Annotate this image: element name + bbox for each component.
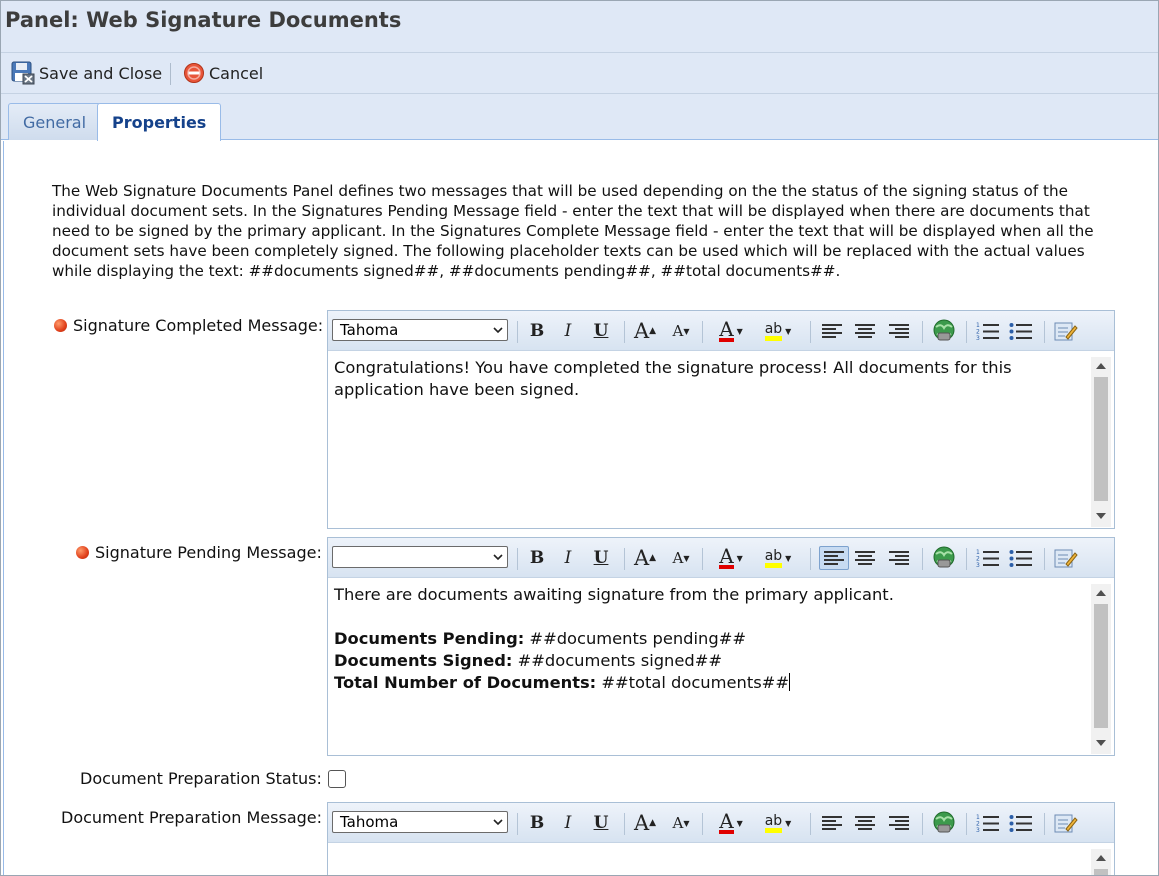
signature-completed-editor[interactable] xyxy=(327,310,1115,529)
signed-row-value: ##documents signed## xyxy=(512,651,723,670)
font-color-icon: A xyxy=(719,544,734,568)
pending-row-label: Documents Pending: xyxy=(334,629,525,648)
bulleted-list-button[interactable] xyxy=(1008,811,1034,835)
total-row-value: ##total documents## xyxy=(596,673,789,692)
save-and-close-label: Save and Close xyxy=(39,63,163,83)
signature-pending-label: Signature Pending Message: xyxy=(95,543,322,562)
svg-text:2: 2 xyxy=(976,555,980,563)
underline-button[interactable]: U xyxy=(593,813,609,833)
document-preparation-message-editor[interactable] xyxy=(327,802,1115,876)
highlight-icon: ab xyxy=(765,322,782,341)
document-preparation-status-checkbox[interactable] xyxy=(328,770,346,788)
align-right-button[interactable] xyxy=(886,546,912,570)
tab-properties[interactable]: Properties xyxy=(97,103,221,141)
align-right-icon xyxy=(888,323,910,339)
text-cursor xyxy=(789,673,790,691)
editor-separator xyxy=(966,321,967,343)
shrink-font-button[interactable]: A ▼ xyxy=(672,814,690,832)
font-color-button[interactable]: A ▼ xyxy=(719,544,743,568)
cancel-icon xyxy=(183,62,205,84)
pending-intro-line: There are documents awaiting signature from the primary applicant. xyxy=(334,585,894,604)
font-color-icon: A xyxy=(719,317,734,341)
save-and-close-button[interactable] xyxy=(11,61,162,85)
editor-separator xyxy=(702,321,703,343)
editor-scrollbar[interactable] xyxy=(1091,584,1111,754)
editor-separator xyxy=(702,548,703,570)
align-left-icon xyxy=(823,550,845,566)
document-preparation-message-content[interactable] xyxy=(328,843,1114,849)
font-family-value: Tahoma xyxy=(340,321,399,339)
signature-pending-label-row xyxy=(76,543,322,562)
pending-row-value: ##documents pending## xyxy=(524,629,746,648)
editor-separator xyxy=(517,548,518,570)
font-color-button[interactable]: A ▼ xyxy=(719,317,743,341)
editor-separator xyxy=(966,548,967,570)
svg-text:2: 2 xyxy=(976,328,980,336)
font-family-select[interactable] xyxy=(332,319,508,341)
italic-button[interactable]: I xyxy=(564,548,572,568)
panel-description: The Web Signature Documents Panel defines two messages that will be used depending on the the status of the signing status of the individual document sets. In the Signatures Pending Message field - enter the text that will be displayed when there are documents that need to be signed by the primary applicant. In the Signatures Complete Message field - enter the text that will be displayed when all the document sets have been completely signed. The following placeholder texts can be used which will be replaced with the actual values while displaying the text: ##documents signed##, ##documents pending##, ##total documents##. xyxy=(52,182,1094,280)
globe-link-icon xyxy=(932,319,956,343)
bulleted-list-icon xyxy=(1009,813,1033,833)
grow-font-icon: A xyxy=(633,811,650,835)
main-toolbar xyxy=(1,53,1158,94)
editor-separator xyxy=(1044,813,1045,835)
font-color-button[interactable]: A ▼ xyxy=(719,809,743,833)
signature-pending-editor[interactable] xyxy=(327,537,1115,756)
italic-button[interactable]: I xyxy=(564,321,572,341)
svg-text:1: 1 xyxy=(976,814,980,821)
numbered-list-button[interactable] xyxy=(975,546,1001,570)
toolbar-separator xyxy=(170,63,171,85)
font-family-select[interactable] xyxy=(332,811,508,833)
grow-font-button[interactable]: A ▲ xyxy=(633,811,657,835)
editor-separator xyxy=(922,813,923,835)
align-right-button[interactable] xyxy=(886,811,912,835)
editor-separator xyxy=(1044,321,1045,343)
numbered-list-icon xyxy=(976,813,1000,833)
bulleted-list-icon xyxy=(1009,548,1033,568)
align-left-icon xyxy=(821,323,843,339)
scroll-thumb[interactable] xyxy=(1094,377,1108,501)
bold-button[interactable]: B xyxy=(529,548,545,568)
align-left-icon xyxy=(821,815,843,831)
font-color-icon: A xyxy=(719,809,734,833)
highlight-icon: ab xyxy=(765,814,782,833)
align-center-button[interactable] xyxy=(852,811,878,835)
editor-separator xyxy=(702,813,703,835)
font-family-select[interactable] xyxy=(332,546,508,568)
editor-scrollbar[interactable] xyxy=(1091,357,1111,527)
scroll-up-icon[interactable] xyxy=(1096,590,1106,596)
signed-row xyxy=(334,650,1088,672)
highlight-icon: ab xyxy=(765,549,782,568)
total-row xyxy=(334,672,1088,694)
bulleted-list-button[interactable] xyxy=(1008,546,1034,570)
numbered-list-icon xyxy=(976,321,1000,341)
align-left-button[interactable] xyxy=(819,811,845,835)
scroll-down-icon[interactable] xyxy=(1096,513,1106,519)
pending-row xyxy=(334,628,1088,650)
grow-font-button[interactable]: A ▲ xyxy=(633,319,657,343)
signed-row-label: Documents Signed: xyxy=(334,651,513,670)
svg-text:2: 2 xyxy=(976,820,980,828)
signature-completed-content[interactable] xyxy=(328,351,1114,401)
grow-font-button[interactable]: A ▲ xyxy=(633,546,657,570)
bulleted-list-button[interactable] xyxy=(1008,319,1034,343)
underline-button[interactable]: U xyxy=(593,321,609,341)
total-row-label: Total Number of Documents: xyxy=(334,673,597,692)
editor-toolbar xyxy=(328,311,1114,351)
editor-separator xyxy=(966,813,967,835)
editor-separator xyxy=(517,321,518,343)
editor-toolbar xyxy=(328,538,1114,578)
editor-separator xyxy=(810,321,811,343)
chevron-down-icon xyxy=(493,552,503,562)
properties-content xyxy=(3,141,1156,876)
highlight-color-button[interactable]: ab ▼ xyxy=(758,546,798,570)
svg-text:1: 1 xyxy=(976,549,980,556)
align-right-icon xyxy=(888,550,910,566)
document-preparation-message-label: Document Preparation Message: xyxy=(61,808,323,827)
align-center-icon xyxy=(854,550,876,566)
shrink-font-button[interactable]: A ▼ xyxy=(672,549,690,567)
svg-text:1: 1 xyxy=(976,322,980,329)
editor-separator xyxy=(922,321,923,343)
font-family-value: Tahoma xyxy=(340,813,399,831)
svg-text:3: 3 xyxy=(976,562,980,568)
grow-font-icon: A xyxy=(633,546,650,570)
align-center-button[interactable] xyxy=(852,546,878,570)
scroll-down-icon[interactable] xyxy=(1096,740,1106,746)
editor-separator xyxy=(624,813,625,835)
required-icon xyxy=(54,319,67,332)
signature-completed-label-row xyxy=(54,316,323,335)
editor-separator xyxy=(922,548,923,570)
highlight-color-button[interactable]: ab ▼ xyxy=(758,319,798,343)
align-center-icon xyxy=(854,815,876,831)
chevron-down-icon xyxy=(493,817,503,827)
align-center-button[interactable] xyxy=(852,319,878,343)
chevron-down-icon xyxy=(493,325,503,335)
numbered-list-button[interactable] xyxy=(975,319,1001,343)
scroll-thumb[interactable] xyxy=(1094,604,1108,728)
editor-separator xyxy=(624,548,625,570)
shrink-font-icon: A xyxy=(672,549,684,567)
editor-scrollbar[interactable] xyxy=(1091,849,1111,876)
shrink-font-button[interactable]: A ▼ xyxy=(672,322,690,340)
align-right-button[interactable] xyxy=(886,319,912,343)
numbered-list-icon xyxy=(976,548,1000,568)
bold-button[interactable]: B xyxy=(529,813,545,833)
svg-text:3: 3 xyxy=(976,827,980,833)
align-left-button[interactable] xyxy=(819,546,849,570)
bulleted-list-icon xyxy=(1009,321,1033,341)
signature-completed-label: Signature Completed Message: xyxy=(73,316,324,335)
editor-toolbar xyxy=(328,803,1114,843)
globe-link-icon xyxy=(932,546,956,570)
tab-general[interactable]: General xyxy=(8,103,101,140)
document-preparation-status-label: Document Preparation Status: xyxy=(80,769,322,788)
editor-separator xyxy=(1044,548,1045,570)
bold-button[interactable]: B xyxy=(529,321,545,341)
insert-link-button[interactable] xyxy=(931,319,957,343)
required-icon xyxy=(76,546,89,559)
svg-text:3: 3 xyxy=(976,335,980,341)
cancel-button[interactable] xyxy=(183,61,263,85)
highlight-color-button[interactable]: ab ▼ xyxy=(758,811,798,835)
edit-source-icon xyxy=(1054,320,1078,342)
insert-link-button[interactable] xyxy=(931,811,957,835)
align-left-button[interactable] xyxy=(819,319,845,343)
editor-separator xyxy=(810,548,811,570)
grow-font-icon: A xyxy=(633,319,650,343)
source-edit-button[interactable] xyxy=(1053,811,1079,835)
editor-separator xyxy=(517,813,518,835)
italic-button[interactable]: I xyxy=(564,813,572,833)
underline-button[interactable]: U xyxy=(593,548,609,568)
scroll-up-icon[interactable] xyxy=(1096,363,1106,369)
shrink-font-icon: A xyxy=(672,322,684,340)
editor-separator xyxy=(810,813,811,835)
align-center-icon xyxy=(854,323,876,339)
save-close-icon xyxy=(11,61,35,85)
scroll-up-icon[interactable] xyxy=(1096,855,1106,861)
tab-strip xyxy=(1,94,1158,140)
globe-link-icon xyxy=(932,811,956,835)
scroll-thumb[interactable] xyxy=(1094,869,1108,876)
editor-separator xyxy=(624,321,625,343)
edit-source-icon xyxy=(1054,812,1078,834)
source-edit-button[interactable] xyxy=(1053,319,1079,343)
panel-title: Panel: Web Signature Documents xyxy=(5,8,402,32)
edit-source-icon xyxy=(1054,547,1078,569)
title-bar xyxy=(1,1,1158,53)
align-right-icon xyxy=(888,815,910,831)
insert-link-button[interactable] xyxy=(931,546,957,570)
signature-completed-text: Congratulations! You have completed the signature process! All documents for this application have been signed. xyxy=(334,358,1012,399)
shrink-font-icon: A xyxy=(672,814,684,832)
cancel-label: Cancel xyxy=(209,63,264,83)
numbered-list-button[interactable] xyxy=(975,811,1001,835)
source-edit-button[interactable] xyxy=(1053,546,1079,570)
signature-pending-content[interactable] xyxy=(328,578,1114,694)
